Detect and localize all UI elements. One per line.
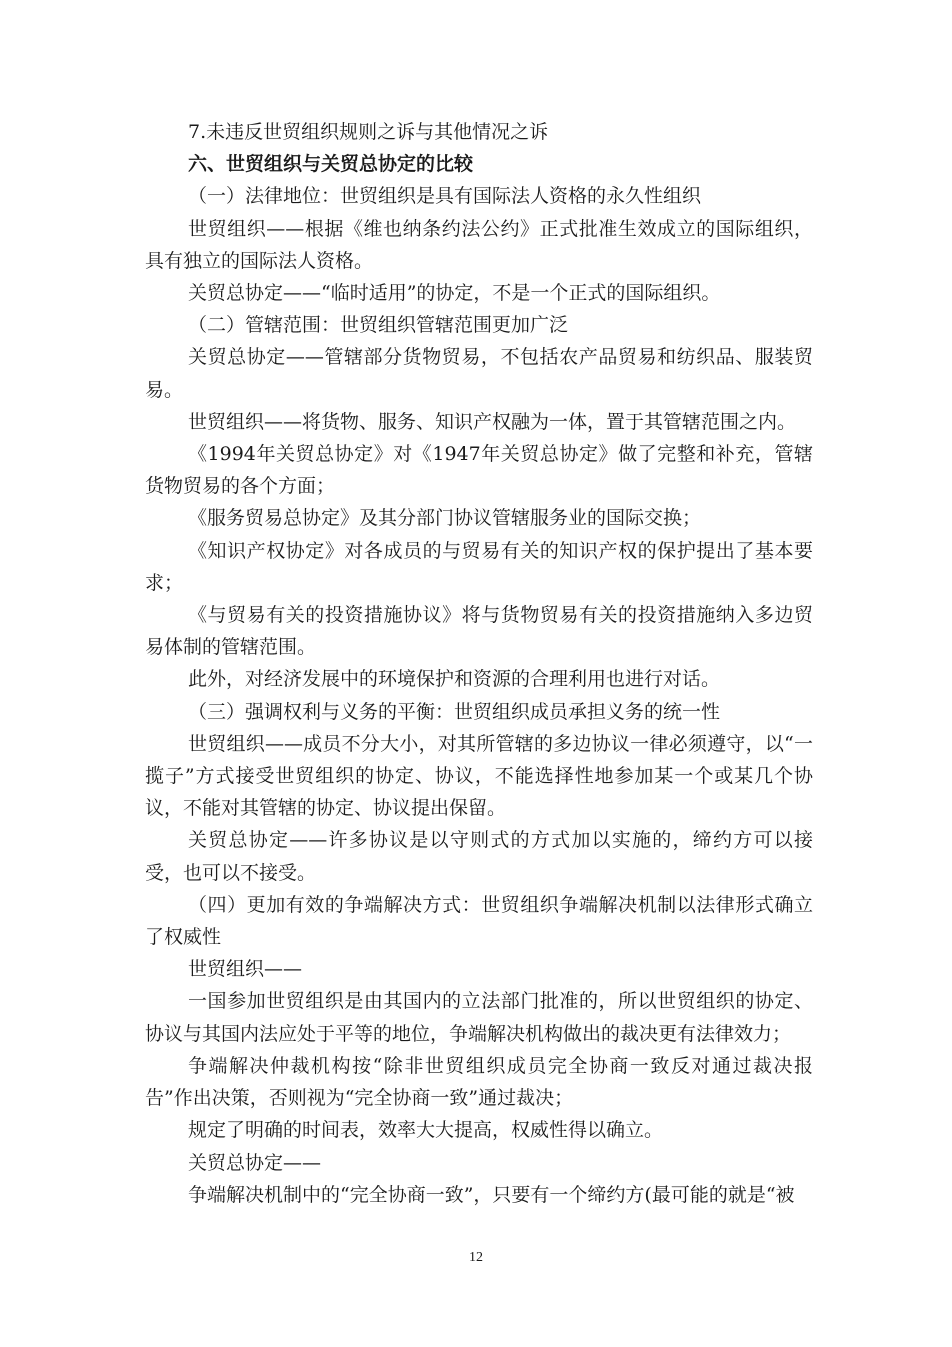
paragraph: 规定了明确的时间表，效率大大提高，权威性得以确立。	[188, 1119, 664, 1142]
paragraph: 关贸总协定——“临时适用”的协定，不是一个正式的国际组织。	[188, 282, 721, 305]
paragraph: 《与贸易有关的投资措施协议》将与货物贸易有关的投资措施纳入多边贸易体制的管辖范围。	[145, 604, 813, 659]
page-body	[145, 116, 813, 1211]
paragraph: 此外，对经济发展中的环境保护和资源的合理利用也进行对话。	[188, 668, 721, 691]
page-number: 12	[469, 1250, 483, 1265]
paragraph: 世贸组织——根据《维也纳条约法公约》正式批准生效成立的国际组织，具有独立的国际法人资格。	[145, 217, 813, 272]
paragraph: 《知识产权协定》对各成员的与贸易有关的知识产权的保护提出了基本要求；	[145, 539, 813, 594]
paragraph: 争端解决机制中的“完全协商一致”，只要有一个缔约方(最可能的就是“被	[188, 1183, 795, 1206]
paragraph: 世贸组织——将货物、服务、知识产权融为一体，置于其管辖范围之内。	[188, 410, 797, 433]
paragraph: 关贸总协定——许多协议是以守则式的方式加以实施的，缔约方可以接受，也可以不接受。	[145, 829, 813, 884]
section-heading-6: 六、世贸组织与关贸总协定的比较	[188, 153, 474, 176]
subheading-jurisdiction: （二）管辖范围：世贸组织管辖范围更加广泛	[188, 314, 569, 337]
subheading-dispute-settlement: （四）更加有效的争端解决方式：世贸组织争端解决机制以法律形式确立了权威性	[145, 893, 813, 949]
paragraph: 一国参加世贸组织是由其国内的立法部门批准的，所以世贸组织的协定、协议与其国内法应处于平等的地位，争端解决机构做出的裁决更有法律效力；	[145, 990, 813, 1045]
paragraph: 世贸组织——成员不分大小，对其所管辖的多边协议一律必须遵守，以“一揽子”方式接受世贸组织的协定、协议，不能选择性地参加某一个或某几个协议，不能对其管辖的协定、协议提出保留。	[145, 732, 813, 820]
paragraph: 关贸总协定——	[188, 1151, 322, 1174]
paragraph: 《1994年关贸总协定》对《1947年关贸总协定》做了完整和补充，管辖货物贸易的各个方面；	[145, 443, 813, 498]
paragraph: 争端解决仲裁机构按“除非世贸组织成员完全协商一致反对通过裁决报告”作出决策，否则视为“完全协商一致”通过裁决；	[145, 1054, 813, 1110]
paragraph: 《服务贸易总协定》及其分部门协议管辖服务业的国际交换；	[188, 507, 702, 530]
paragraph: 关贸总协定——管辖部分货物贸易，不包括农产品贸易和纺织品、服装贸易。	[145, 346, 813, 401]
list-item-7: 7.未违反世贸组织规则之诉与其他情况之诉	[188, 121, 549, 143]
subheading-rights-obligations: （三）强调权利与义务的平衡：世贸组织成员承担义务的统一性	[188, 700, 721, 723]
paragraph: 世贸组织——	[188, 958, 303, 981]
subheading-legal-status: （一）法律地位：世贸组织是具有国际法人资格的永久性组织	[188, 185, 702, 208]
